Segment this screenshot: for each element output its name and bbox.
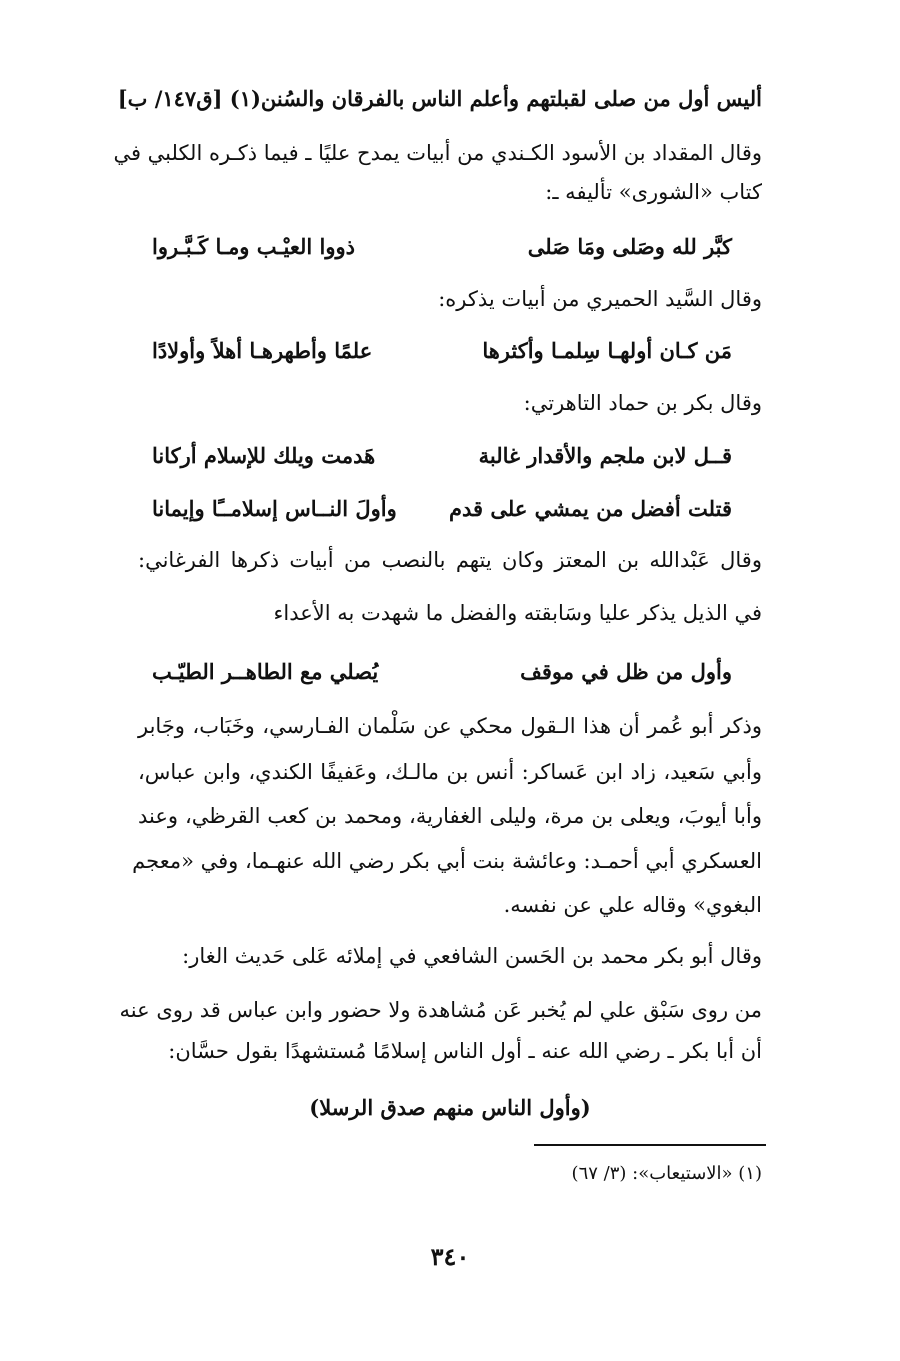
- verse-first-hemistich: قتلت أفضل من يمشي على قدم: [449, 496, 732, 521]
- verse-second-hemistich: علمًا وأطهرهـا أهلاً وأولادًا: [152, 338, 373, 363]
- quoted-verse: (وأول الناس منهم صدق الرسلا): [309, 1095, 591, 1120]
- verse-first-hemistich: مَن كـان أولهـا سِلمـا وأكثرها: [482, 338, 732, 363]
- verse: [138, 656, 762, 688]
- text-line: وقال بكر بن حماد التاهرتي:: [523, 391, 762, 415]
- text-line: كتاب «الشورى» تأليفه ـ:: [545, 180, 762, 204]
- footnote: (١) «الاستيعاب»: (٣/ ٦٧): [571, 1163, 762, 1184]
- verse-line-intro: أليس أول من صلى لقبلتهم وأعلم الناس بالفرقان والسُنن(١) [ق١٤٧/ ب]: [117, 86, 762, 111]
- text-line: وقال السَّيد الحميري من أبيات يذكره:: [438, 287, 762, 311]
- footnote-divider: [534, 1144, 766, 1146]
- text-line: وأبا أيوبَ، ويعلى بن مرة، وليلى الغفارية، ومحمد بن كعب القرظي، وعند: [138, 804, 762, 828]
- text-line: وقال عَبْدالله بن المعتز وكان يتهم بالنصب من أبيات ذكرها الفرغاني:: [138, 548, 762, 572]
- verse: [138, 231, 762, 263]
- text-line: أن أبا بكر ـ رضي الله عنه ـ أول الناس إسلامًا مُستشهدًا بقول حسَّان:: [168, 1039, 762, 1063]
- verse-first-hemistich: وأول من ظل في موقف: [520, 659, 732, 684]
- verse: [138, 440, 762, 472]
- text-line: وقال أبو بكر محمد بن الحَسن الشافعي في إملائه عَلى حَديث الغار:: [182, 944, 762, 968]
- verse-first-hemistich: كبَّر لله وصَلى ومَا صَلى: [527, 234, 732, 259]
- verse-second-hemistich: هَدمت ويلك للإسلام أركانا: [152, 443, 376, 468]
- text-line: وأبي سَعيد، زاد ابن عَساكر: أنس بن مالـك، وعَفيفًا الكندي، وابن عباس،: [138, 760, 762, 784]
- text-line: العسكري أبي أحمـد: وعائشة بنت أبي بكر رضي الله عنهـما، وفي «معجم: [132, 849, 762, 873]
- text-line: وقال المقداد بن الأسود الكـندي من أبيات يمدح عليًا ـ فيما ذكـره الكلبي في: [113, 141, 762, 165]
- page-number: ٣٤٠: [430, 1242, 470, 1271]
- verse: [138, 493, 762, 525]
- verse-first-hemistich: قــل لابن ملجم والأقدار غالبة: [478, 443, 732, 468]
- verse: [138, 335, 762, 367]
- verse-second-hemistich: وأولَ النــاس إسلامــًا وإيمانا: [152, 496, 397, 521]
- text-line: البغوي» وقاله علي عن نفسه.: [503, 893, 762, 917]
- text-line: وذكر أبو عُمر أن هذا الـقول محكي عن سَلْمان الفـارسي، وخَبَاب، وجَابر: [138, 714, 762, 738]
- text-line: في الذيل يذكر عليا وسَابقته والفضل ما شهدت به الأعداء: [273, 601, 762, 625]
- verse-second-hemistich: ذووا العيْـب ومـا كَـبَّـروا: [152, 234, 356, 259]
- verse-second-hemistich: يُصلي مع الطاهــر الطيّـب: [152, 659, 379, 684]
- text-line: من روى سَبْق علي لم يُخبر عَن مُشاهدة ولا حضور وابن عباس قد روى عنه: [119, 998, 762, 1022]
